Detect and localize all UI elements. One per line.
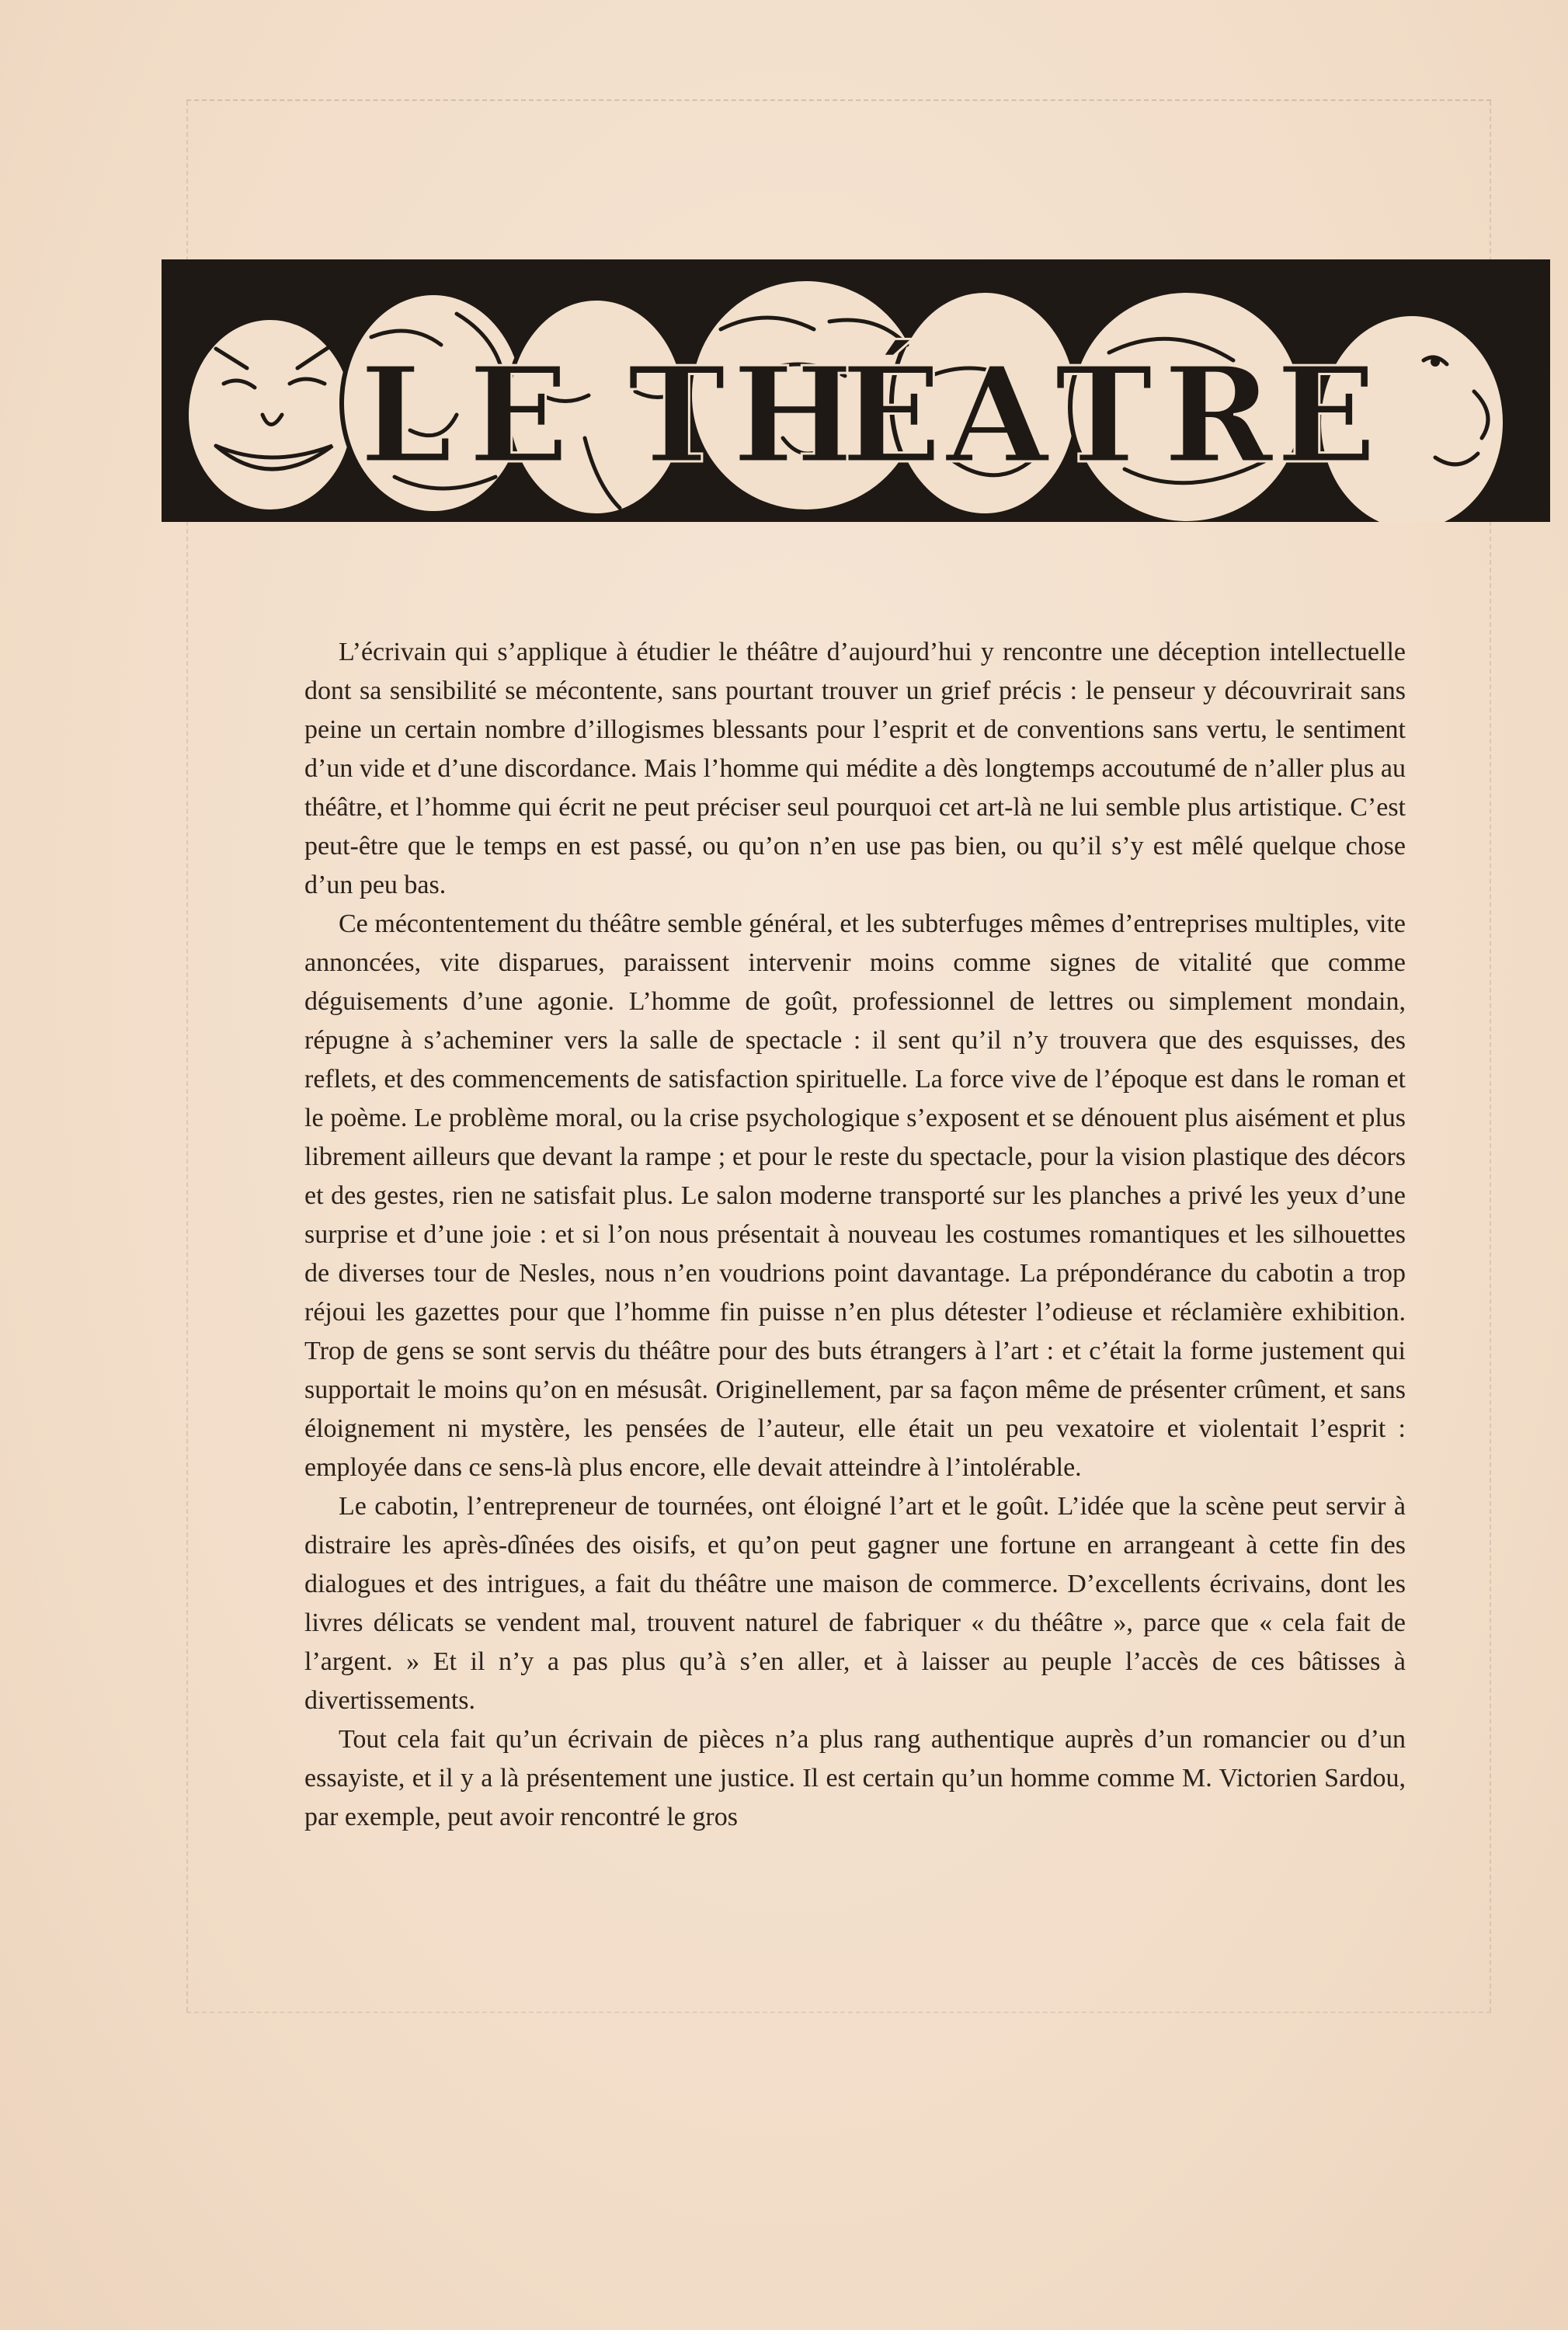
article-paragraph-2: Ce mécontentement du théâtre semble général, et les subterfuges mêmes d’entreprises multiples, vite annoncées, vite disparues, paraissent intervenir moins comme signes de vitalité que comme déguisements d’une agonie. L’homme de goût, professionnel de lettres ou simplement mondain, répugne à s’acheminer vers la salle de spectacle : il sent qu’il n’y trouvera que des esquisses, des reflets, et des commencements de satisfaction spirituelle. La force vive de l’époque est dans le roman et le poème. Le problème moral, ou la crise psychologique s’exposent et se dénouent plus aisément et plus librement ailleurs que devant la rampe ; et pour le reste du spectacle, pour la vision plastique des décors et des gestes, rien ne satisfait plus. Le salon moderne transporté sur les planches a privé les yeux d’une surprise et d’une joie : et si l’on nous présentait à nouveau les costumes romantiques et les silhouettes de diverses tour de Nesles, nous n’en voudrions point davantage. La prépondérance du cabotin a trop réjoui les gazettes pour que l’homme fin puisse n’en plus détester l’odieuse et réclamière exhibition. Trop de gens se sont servis du théâtre pour des buts étrangers à l’art : et c’était la forme justement qui supportait le moins qu’on en mésusât. Originellement, par sa façon même de présenter crûment, et sans éloignement ni mystère, les pensées de l’auteur, elle était un peu vexatoire et violentait l’esprit : employée dans ce sens-là plus encore, elle devait atteindre à l’intolérable. (304, 909, 1406, 1482)
title-letter-e-acute: É (841, 338, 942, 493)
title-letter-e2: E (1276, 338, 1377, 493)
title-letter-a: A (946, 338, 1048, 493)
title-letter-e: E (468, 338, 569, 493)
title-banner-art (162, 259, 1550, 522)
article-paragraph-3: Le cabotin, l’entrepreneur de tournées, ont éloigné l’art et le goût. L’idée que la scène peut servir à distraire les après-dînées des oisifs, et qu’on peut gagner une fortune en arrangeant à cette fin des dialogues et des intrigues, a fait du théâtre une maison de commerce. D’excellents écrivains, dont les livres délicats se vendent mal, trouvent naturel de fabriquer « du théâtre », parce que « cela fait de l’argent. » Et il n’y a pas plus qu’à s’en aller, et à laisser au peuple l’accès de ces bâtisses à divertissements. (304, 1492, 1406, 1715)
title-letter-r: R (1163, 338, 1274, 493)
frame-line-bottom (186, 2012, 1491, 2013)
title-letter-t2: T (1055, 338, 1153, 493)
article-paragraph-1: L’écrivain qui s’applique à étudier le théâtre d’aujourd’hui y rencontre une déception intellectuelle dont sa sensibilité se mécontente, sans pourtant trouver un grief précis : le penseur y découvrirait sans peine un certain nombre d’illogismes blessants pour l’esprit et de conventions sans vertu, le sentiment d’un vide et d’une discordance. Mais l’homme qui médite a dès longtemps accoutumé de n’aller plus au théâtre, et l’homme qui écrit ne peut préciser seul pourquoi cet art-là ne lui semble plus artistique. C’est peut-être que le temps en est passé, ou qu’on n’en use pas bien, ou qu’il s’y est mêlé quelque chose d’un peu bas. (304, 638, 1406, 899)
frame-line-top (186, 99, 1491, 101)
article-body (304, 633, 1406, 1837)
mask-7-pupil (1431, 357, 1440, 367)
title-letter-h: H (732, 338, 857, 493)
article-paragraph-4: Tout cela fait qu’un écrivain de pièces n’a plus rang authentique auprès d’un romancier ou d’un essayiste, et il y a là présentement une justice. Il est certain qu’un homme comme M. Victorien Sardou, par exemple, peut avoir rencontré le gros (304, 1725, 1406, 1831)
title-letter-l: L (360, 338, 453, 493)
title-banner (162, 259, 1550, 522)
title-letter-t: T (628, 338, 726, 493)
